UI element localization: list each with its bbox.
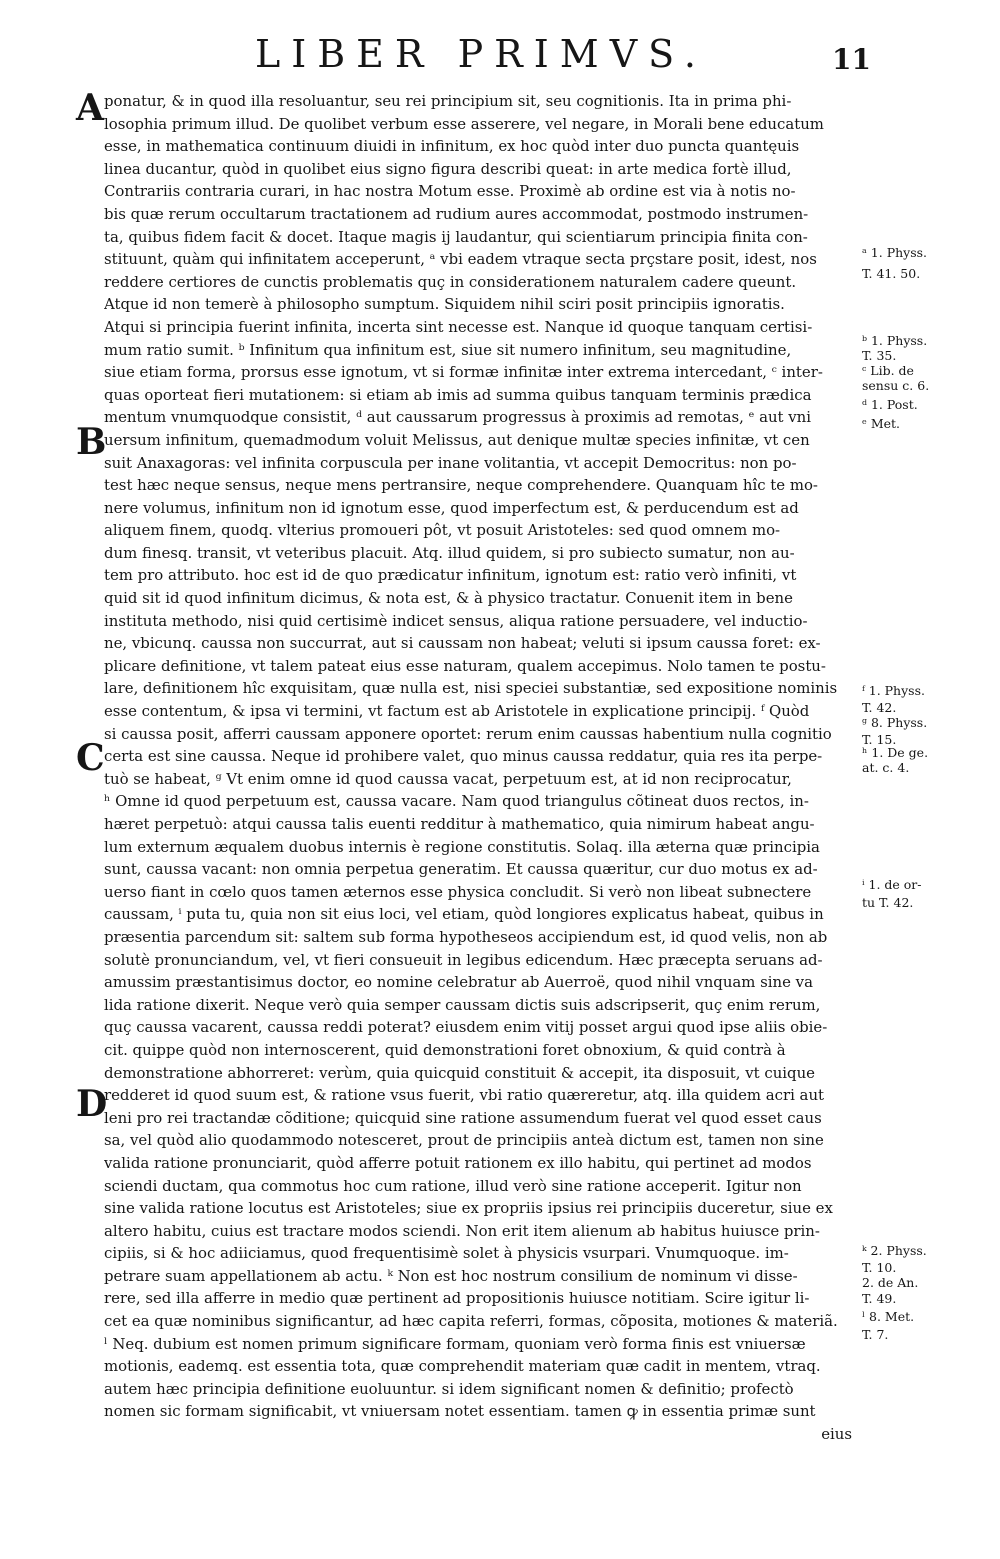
- text-line: ʰ Omne id quod perpetuum est, caussa vacare. Nam quod triangulus cõtineat duos rectos, in-: [104, 792, 809, 811]
- text-line: valida ratione pronunciarit, quòd afferre potuit rationem ex illo habitu, qui pertinet ad modos: [104, 1153, 812, 1172]
- text-line: motionis, eademq. est essentia tota, quæ comprehendit materiam quæ cadit in mentem, vtraq.: [104, 1357, 821, 1376]
- text-line: demonstratione abhorreret: verùm, quia quicquid constituit & accepit, ita disposuit, vt cuique: [104, 1063, 815, 1082]
- text-line: mentum vnumquodque consistit, ᵈ aut caussarum progressus à proximis ad remotas, ᵉ aut vni: [104, 408, 812, 427]
- margin-note: ʰ 1. De ge.: [862, 745, 929, 760]
- margin-note: tu T. 42.: [862, 895, 914, 910]
- text-line: ˡ Neq. dubium est nomen primum significare formam, quoniam verò forma finis est vniuersæ: [104, 1334, 806, 1353]
- section-letter-c: C: [76, 737, 105, 779]
- text-line: cet ea quæ nominibus significantur, ad hæc capita referri, formas, cõposita, motiones & materiã.: [104, 1312, 838, 1331]
- text-line: instituta methodo, nisi quid certisimè indicet sensus, aliqua ratione persuadere, vel inductio-: [104, 611, 808, 630]
- text-line: linea ducantur, quòd in quolibet eius signo figura describi queat: in arte medica fortè illud,: [104, 159, 792, 178]
- text-line: nere volumus, infinitum non id ignotum esse, quod imperfectum est, & perducendum est ad: [104, 498, 799, 517]
- text-line: redderet id quod suum est, & ratione vsus fuerit, vbi ratio quæreretur, atq. illa quidem acri aut: [104, 1086, 825, 1105]
- text-line: tem pro attributo. hoc est id de quo prædicatur infinitum, ignotum est: ratio verò infiniti, vt: [104, 566, 797, 585]
- margin-note: T. 35.: [862, 348, 897, 363]
- margin-note: ᶠ 1. Physs.: [862, 683, 925, 698]
- margin-note: T. 10.: [862, 1260, 897, 1275]
- text-line: solutè pronunciandum, vel, vt fieri consueuit in legibus edicendum. Hæc præcepta seruans ad-: [104, 950, 823, 969]
- page-number: 11: [832, 43, 871, 76]
- text-line: nomen sic formam significabit, vt vniuersam notet essentiam. tamen ꝙ in essentia primæ sunt: [104, 1402, 816, 1421]
- text-line: sine valida ratione locutus est Aristoteles; siue ex propriis ipsius rei principiis duceretur, siue ex: [104, 1199, 833, 1218]
- margin-note: ⁱ 1. de or-: [862, 877, 922, 892]
- text-line: plicare definitione, vt talem pateat eius esse naturam, qualem accepimus. Nolo tamen te postu-: [104, 656, 826, 675]
- running-head: LIBER PRIMVS.: [255, 32, 707, 76]
- margin-note: ᵍ 8. Physs.: [862, 715, 928, 730]
- text-line: cit. quippe quòd non internoscerent, quid demonstrationi foret obnoxium, & quid contrà à: [104, 1040, 786, 1059]
- section-letter-d: D: [76, 1083, 108, 1125]
- text-line: præsentia parcendum sit: saltem sub forma hypotheseos accipiendum est, id quod velis, non ab: [104, 927, 828, 946]
- margin-note: ᵇ 1. Physs.: [862, 333, 928, 348]
- text-line: cipiis, si & hoc adiiciamus, quod frequentisimè solet à physicis vsurpari. Vnumquoque. im-: [104, 1244, 789, 1263]
- text-line: ta, quibus fidem facit & docet. Itaque magis ij laudantur, qui scientiarum principia finita con-: [104, 227, 808, 246]
- text-line: sa, vel quòd alio quodammodo notesceret, prout de principiis anteà dictum est, tamen non sine: [104, 1131, 824, 1150]
- text-line: Atque id non temerè à philosopho sumptum. Siquidem nihil sciri posit principiis ignoratis.: [104, 295, 785, 314]
- body-text: [104, 90, 852, 1446]
- margin-note: T. 7.: [862, 1327, 889, 1342]
- text-line: stituunt, quàm qui infinitatem acceperunt, ᵃ vbi eadem vtraque secta prçstare posit, idest, nos: [104, 250, 817, 269]
- text-line: petrare suam appellationem ab actu. ᵏ Non est hoc nostrum consilium de nominum vi disse-: [104, 1266, 798, 1285]
- text-line: autem hæc principia definitione euoluuntur. si idem significant nomen & definitio; profectò: [104, 1379, 794, 1398]
- text-line: Atqui si principia fuerint infinita, incerta sint necesse est. Nanque id quoque tanquam certisi-: [104, 317, 813, 336]
- text-line: ne, vbicunq. caussa non succurrat, aut si caussam non habeat; veluti si ipsum caussa foret: ex-: [104, 634, 821, 653]
- text-line: sciendi ductam, qua commotus hoc cum ratione, illud verò sine ratione acceperit. Igitur non: [104, 1176, 802, 1195]
- text-line: ponatur, & in quod illa resoluantur, seu rei principium sit, seu cognitionis. Ita in prima phi-: [104, 92, 792, 110]
- section-letter-b: B: [76, 421, 107, 463]
- text-line: lare, definitionem hîc exquisitam, quæ nulla est, nisi speciei substantiæ, sed expositione nominis: [104, 679, 838, 698]
- text-line: hæret perpetuò: atqui caussa talis euenti redditur à mathematico, quia nimirum habeat angu-: [104, 815, 815, 833]
- margin-note: T. 42.: [862, 700, 897, 715]
- margin-note: T. 15.: [862, 732, 897, 747]
- text-line: certa est sine caussa. Neque id prohibere valet, quo minus caussa reddatur, quia res ita perpe-: [104, 747, 823, 766]
- text-line: quid sit id quod infinitum dicimus, & nota est, & à physico tractatur. Conuenit item in bene: [104, 589, 793, 608]
- text-line: esse, in mathematica continuum diuidi in infinitum, ex hoc quòd inter duo puncta quantęuis: [104, 137, 800, 156]
- text-line: bis quæ rerum occultarum tractationem ad rudium aures accommodat, postmodo instrumen-: [104, 204, 809, 223]
- margin-note: sensu c. 6.: [862, 378, 930, 393]
- margin-note: 2. de An.: [862, 1275, 919, 1290]
- margin-note: T. 41. 50.: [862, 266, 921, 281]
- text-line: leni pro rei tractandæ cõditione; quicquid sine ratione assumendum fuerat vel quod esset caus: [104, 1108, 822, 1127]
- text-line: dum finesq. transit, vt veteribus placuit. Atq. illud quidem, si pro subiecto sumatur, non au-: [104, 543, 795, 562]
- text-line: quç caussa vacarent, caussa reddi poterat? eiusdem enim vitij posset argui quod ipse aliis obie-: [104, 1018, 828, 1037]
- text-line: siue etiam forma, prorsus esse ignotum, vt si formæ infinitæ inter extrema intercedant, ᶜ inter-: [104, 363, 823, 382]
- text-line: esse contentum, & ipsa vi termini, vt factum est ab Aristotele in explicatione principij. ᶠ Quòd: [104, 702, 810, 721]
- text-line: Contrariis contraria curari, in hac nostra Motum esse. Proximè ab ordine est via à notis no-: [104, 182, 796, 201]
- text-line: amussim præstantisimus doctor, eo nomine celebratur ab Auerroë, quod nihil vnquam sine va: [104, 973, 813, 992]
- margin-note: T. 49.: [862, 1291, 897, 1306]
- margin-note: ˡ 8. Met.: [862, 1309, 915, 1324]
- text-line: test hæc neque sensus, neque mens pertransire, neque comprehendere. Quanquam hîc te mo-: [104, 476, 818, 495]
- text-line: rere, sed illa afferre in medio quæ pertinent ad propositionis huiusce notitiam. Scire igitur li-: [104, 1289, 810, 1308]
- margin-note: ᵈ 1. Post.: [862, 397, 918, 412]
- text-line: uersum infinitum, quemadmodum voluit Melissus, aut denique multæ species infinitæ, vt cen: [104, 430, 810, 449]
- text-line: sunt, caussa vacant: non omnia perpetua generatim. Et caussa quæritur, cur duo motus ex ad-: [104, 860, 818, 879]
- text-line: altero habitu, cuius est tractare modos sciendi. Non erit item alienum ab habitus huiusce prin-: [104, 1221, 820, 1240]
- text-line: caussam, ⁱ puta tu, quia non sit eius loci, vel etiam, quòd longiores explicatus habeat, quibus in: [104, 905, 824, 924]
- text-line: aliquem finem, quodq. vlterius promoueri pôt, vt posuit Aristoteles: sed quod omnem mo-: [104, 521, 781, 540]
- catchword: eius: [821, 1425, 852, 1444]
- text-line: mum ratio sumit. ᵇ Infinitum qua infinitum est, siue sit numero infinitum, seu magnitudine,: [104, 340, 792, 359]
- margin-note: ᵃ 1. Physs.: [862, 245, 928, 260]
- margin-note: at. c. 4.: [862, 760, 910, 775]
- text-line: quas oporteat fieri mutationem: si etiam ab imis ad summa quibus tanquam terminis prædica: [104, 385, 812, 404]
- text-line: suit Anaxagoras: vel infinita corpuscula per inane volitantia, vt accepit Democritus: non po-: [104, 453, 797, 472]
- text-line: si caussa posit, afferri caussam apponere oportet: rerum enim caussas habentium nulla cognitio: [104, 724, 832, 743]
- margin-note: ᵉ Met.: [862, 416, 901, 431]
- text-line: losophia primum illud. De quolibet verbum esse asserere, vel negare, in Morali bene educatum: [104, 114, 824, 133]
- text-line: lum externum æqualem duobus internis è regione constitutis. Solaq. illa æterna quæ principia: [104, 837, 820, 856]
- text-line: tuò se habeat, ᵍ Vt enim omne id quod caussa vacat, perpetuum est, at id non reciprocatur,: [104, 769, 792, 788]
- text-line: uerso fiant in cœlo quos tamen æternos esse physica concludit. Si verò non libeat subnectere: [104, 882, 812, 901]
- text-line: reddere certiores de cunctis problematis quç in considerationem naturalem cadere queunt.: [104, 272, 797, 291]
- margin-note: ᶜ Lib. de: [862, 363, 914, 378]
- text-line: lida ratione dixerit. Neque verò quia semper caussam dictis suis adscripserit, quç enim rerum,: [104, 995, 821, 1014]
- margin-note: ᵏ 2. Physs.: [862, 1243, 927, 1258]
- section-letter-a: A: [76, 87, 104, 129]
